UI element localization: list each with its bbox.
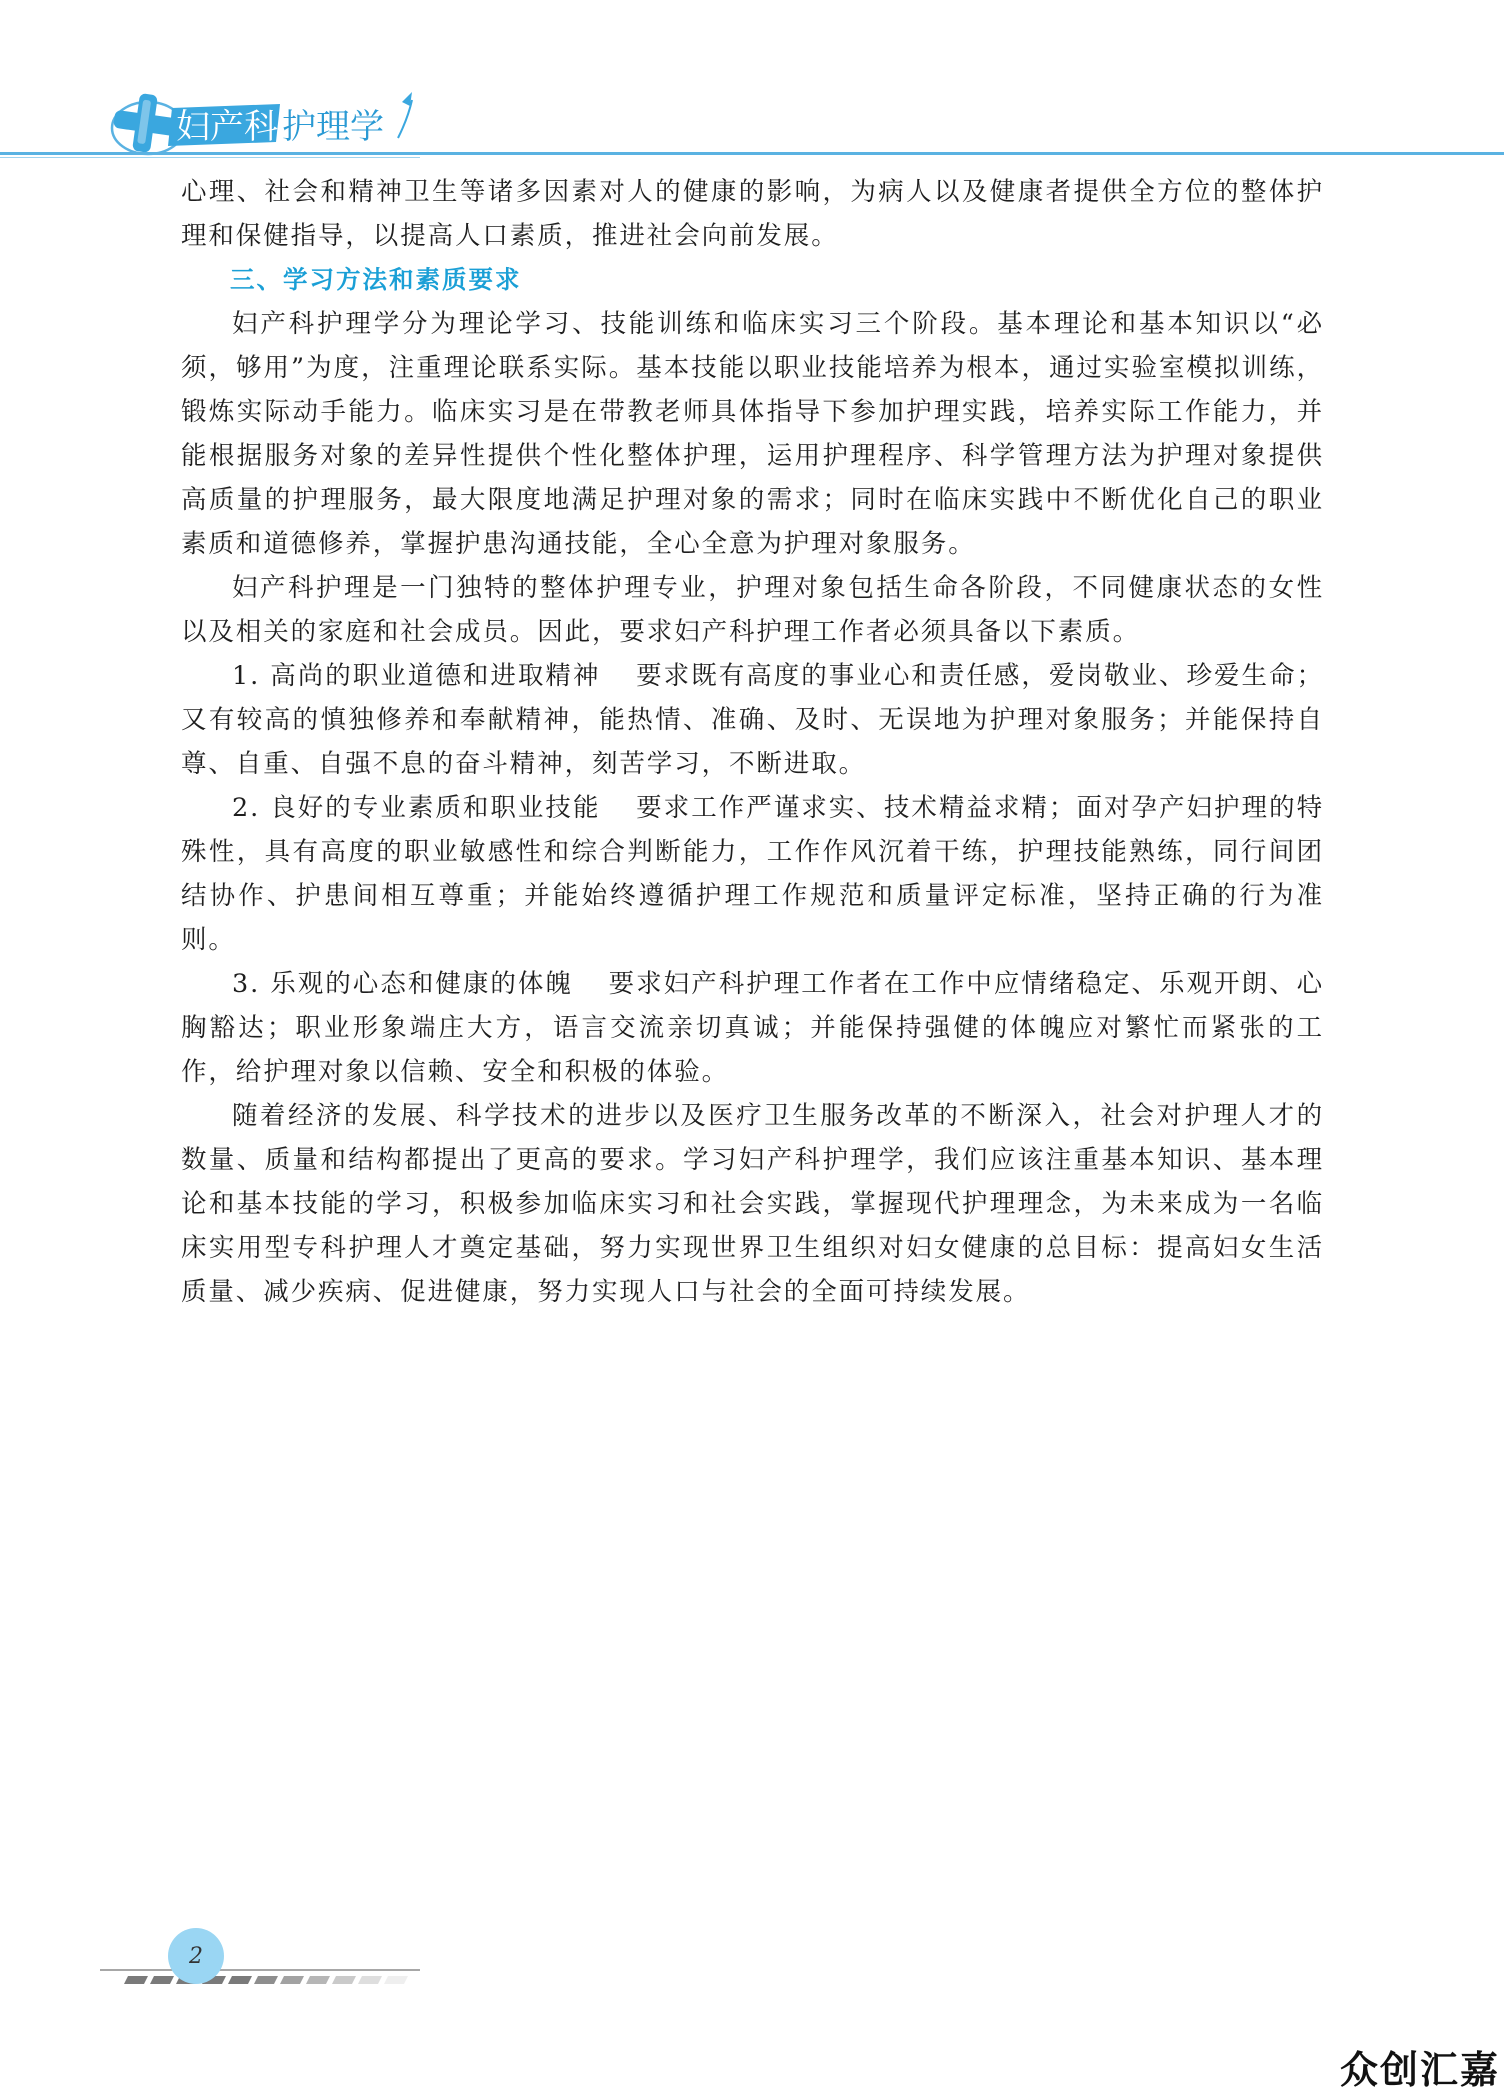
page-header bbox=[110, 88, 430, 160]
footer-decoration bbox=[100, 1966, 460, 1996]
list-item-2-title: 2. 良好的专业素质和职业技能 bbox=[232, 793, 601, 823]
header-divider-thin bbox=[0, 157, 420, 158]
list-item-1-text: 要求既有高度的事业心和责任感，爱岗敬业、珍爱生命；又有较高的慎独修养和奉献精神，能热情、准确、及时、无误地为护理对象服务；并能保持自尊、自重、自强不息的奋斗精神，刻苦学习，不断进取。 bbox=[181, 661, 1324, 779]
paragraph-quality-requirements: 妇产科护理是一门独特的整体护理专业，护理对象包括生命各阶段，不同健康状态的女性以及相关的家庭和社会成员。因此，要求妇产科护理工作者必须具备以下素质。 bbox=[181, 573, 1324, 647]
section-heading: 三、学习方法和素质要求 bbox=[230, 265, 522, 294]
list-item-1 bbox=[181, 654, 1324, 786]
paragraph-learning-methods: 妇产科护理学分为理论学习、技能训练和临床实习三个阶段。基本理论和基本知识以“必须，够用”为度，注重理论联系实际。基本技能以职业技能培养为根本，通过实验室模拟训练，锻炼实际动手能力。临床实习是在带教老师具体指导下参加护理实践，培养实际工作能力，并能根据服务对象的差异性提供个性化整体护理，运用护理程序、科学管理方法为护理对象提供高质量的护理服务，最大限度地满足护理对象的需求；同时在临床实践中不断优化自己的职业素质和道德修养，掌握护患沟通技能，全心全意为护理对象服务。 bbox=[181, 309, 1324, 559]
book-title-logo bbox=[110, 88, 430, 160]
list-item-2 bbox=[181, 786, 1324, 962]
body-text bbox=[181, 170, 1324, 1314]
paragraph-continued: 心理、社会和精神卫生等诸多因素对人的健康的影响，为病人以及健康者提供全方位的整体护理和保健指导，以提高人口素质，推进社会向前发展。 bbox=[181, 177, 1324, 251]
list-item-3-title: 3. 乐观的心态和健康的体魄 bbox=[232, 969, 573, 999]
watermark: 众创汇嘉 bbox=[1339, 2048, 1500, 2092]
list-item-1-title: 1. 高尚的职业道德和进取精神 bbox=[232, 661, 601, 691]
header-title-part1: 妇产科 bbox=[176, 107, 278, 147]
header-title-part2: 护理学 bbox=[282, 107, 384, 147]
list-item-3-text: 要求妇产科护理工作者在工作中应情绪稳定、乐观开朗、心胸豁达；职业形象端庄大方，语言交流亲切真诚；并能保持强健的体魄应对繁忙而紧张的工作，给护理对象以信赖、安全和积极的体验。 bbox=[181, 969, 1324, 1087]
page-number-text: 2 bbox=[189, 1943, 203, 1969]
list-item-3 bbox=[181, 962, 1324, 1094]
page-number bbox=[168, 1928, 224, 1984]
paragraph-conclusion: 随着经济的发展、科学技术的进步以及医疗卫生服务改革的不断深入，社会对护理人才的数量、质量和结构都提出了更高的要求。学习妇产科护理学，我们应该注重基本知识、基本理论和基本技能的学习，积极参加临床实习和社会实践，掌握现代护理理念，为未来成为一名临床实用型专科护理人才奠定基础，努力实现世界卫生组织对妇女健康的总目标：提高妇女生活质量、减少疾病、促进健康，努力实现人口与社会的全面可持续发展。 bbox=[181, 1101, 1324, 1307]
header-divider bbox=[0, 152, 1504, 155]
list-item-2-text: 要求工作严谨求实、技术精益求精；面对孕产妇护理的特殊性，具有高度的职业敏感性和综合判断能力，工作作风沉着干练，护理技能熟练，同行间团结协作、护患间相互尊重；并能始终遵循护理工作规范和质量评定标准，坚持正确的行为准则。 bbox=[181, 793, 1324, 955]
